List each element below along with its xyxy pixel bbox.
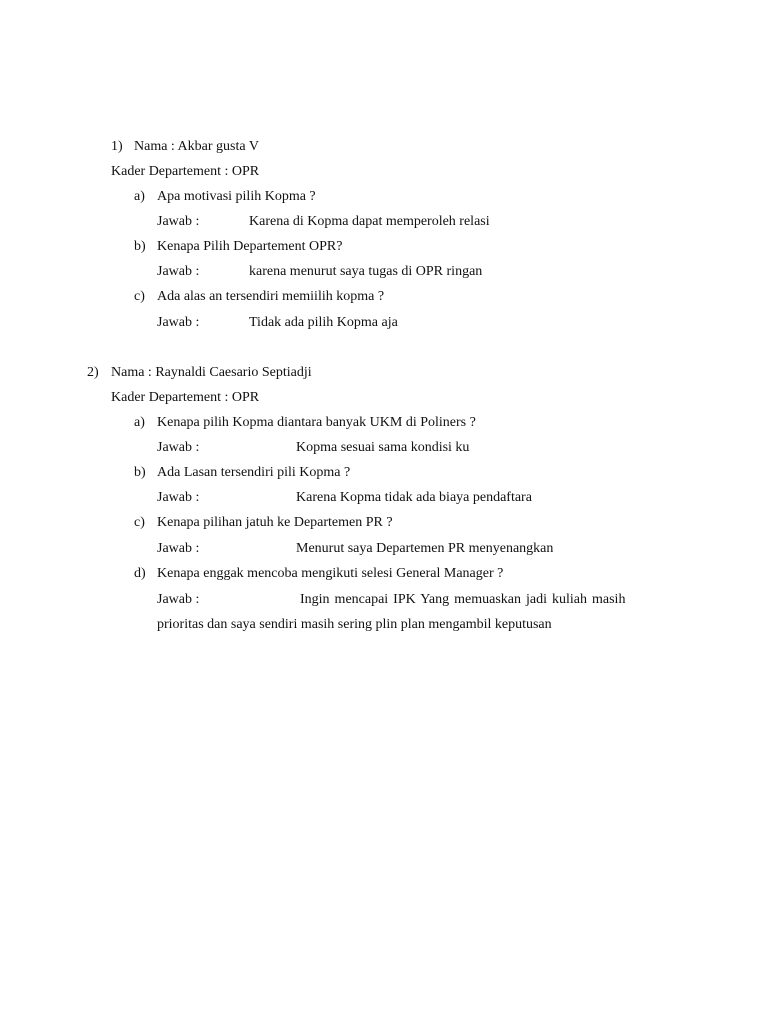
question-letter: d): [134, 566, 146, 581]
question-text: Kenapa pilih Kopma diantara banyak UKM di Poliners ?: [157, 415, 476, 430]
answer-text: Tidak ada pilih Kopma aja: [249, 315, 398, 330]
question-letter: a): [134, 415, 145, 430]
entry-number: 1): [111, 139, 123, 154]
jawab-label: Jawab :: [157, 440, 200, 455]
entry-number: 2): [87, 365, 99, 380]
jawab-label: Jawab :: [157, 541, 200, 556]
answer-text: Karena Kopma tidak ada biaya pendaftara: [296, 490, 532, 505]
jawab-label: Jawab :: [157, 490, 200, 505]
question-letter: b): [134, 465, 146, 480]
answer-text: karena menurut saya tugas di OPR ringan: [249, 264, 483, 279]
question-letter: b): [134, 239, 146, 254]
question-letter: c): [134, 515, 145, 530]
jawab-label: Jawab :: [157, 592, 200, 607]
question-text: Kenapa pilihan jatuh ke Departemen PR ?: [157, 515, 393, 530]
question-letter: c): [134, 289, 145, 304]
department-line: Kader Departement : OPR: [111, 390, 260, 405]
name-line: Nama : Akbar gusta V: [134, 139, 259, 154]
answer-text: Karena di Kopma dapat memperoleh relasi: [249, 214, 490, 229]
answer-text-continued: prioritas dan saya sendiri masih sering plin plan mengambil keputusan: [157, 617, 552, 632]
question-text: Ada Lasan tersendiri pili Kopma ?: [157, 465, 351, 480]
question-letter: a): [134, 189, 145, 204]
question-text: Ada alas an tersendiri memiilih kopma ?: [157, 289, 385, 304]
jawab-label: Jawab :: [157, 214, 200, 229]
answer-text: Menurut saya Departemen PR menyenangkan: [296, 541, 554, 556]
name-line: Nama : Raynaldi Caesario Septiadji: [111, 365, 312, 380]
answer-text: Ingin mencapai IPK Yang memuaskan jadi kuliah masih: [300, 592, 626, 607]
answer-text: Kopma sesuai sama kondisi ku: [296, 440, 470, 455]
question-text: Apa motivasi pilih Kopma ?: [157, 189, 316, 204]
jawab-label: Jawab :: [157, 264, 200, 279]
question-text: Kenapa Pilih Departement OPR?: [157, 239, 343, 254]
jawab-label: Jawab :: [157, 315, 200, 330]
question-text: Kenapa enggak mencoba mengikuti selesi General Manager ?: [157, 566, 504, 581]
department-line: Kader Departement : OPR: [111, 164, 260, 179]
